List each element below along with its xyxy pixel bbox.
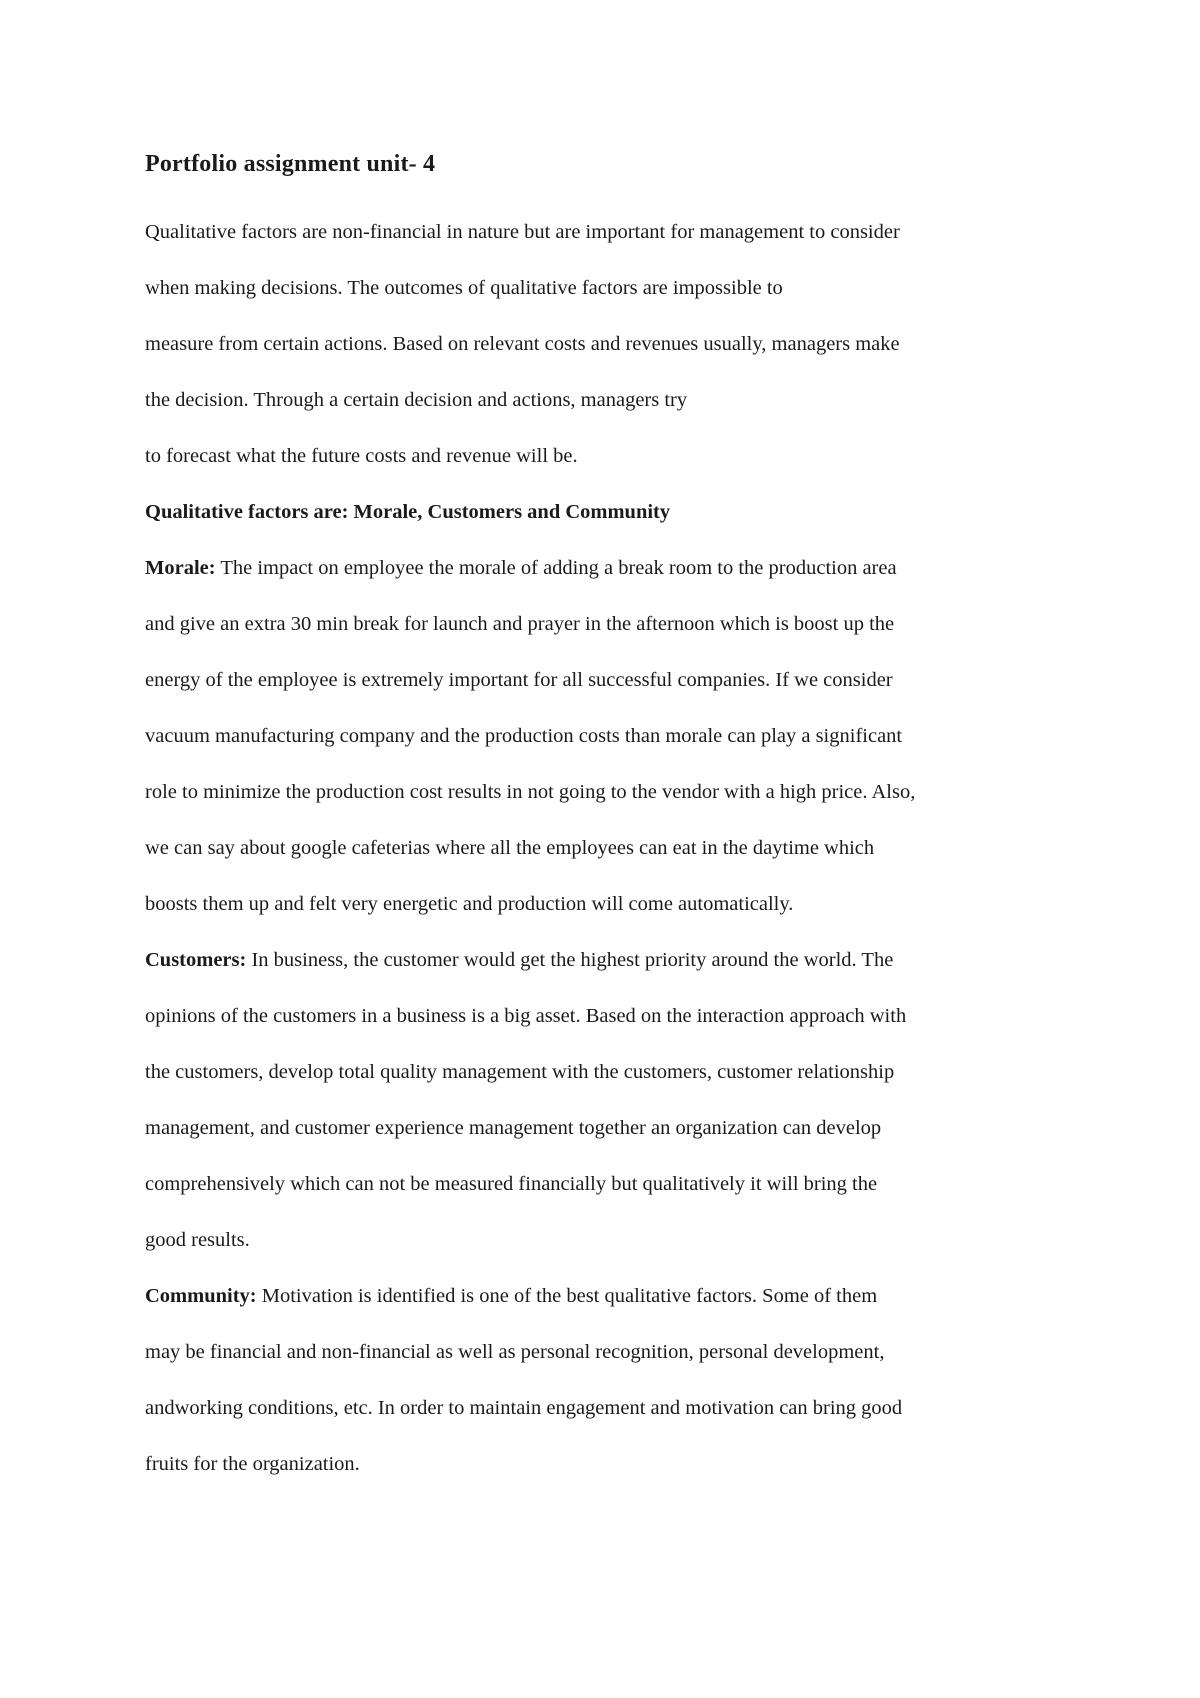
customers-line: opinions of the customers in a business is a big asset. Based on the interaction approach with [145, 1005, 907, 1027]
document-title: Portfolio assignment unit- 4 [145, 151, 436, 177]
customers-line: the customers, develop total quality management with the customers, customer relationship [145, 1061, 895, 1083]
intro-line: the decision. Through a certain decision and actions, managers try [145, 389, 688, 411]
intro-line: when making decisions. The outcomes of qualitative factors are impossible to [145, 277, 783, 299]
morale-line: energy of the employee is extremely important for all successful companies. If we consider [145, 669, 893, 691]
intro-line: to forecast what the future costs and revenue will be. [145, 445, 578, 467]
factors-heading: Qualitative factors are: Morale, Customers and Community [145, 501, 671, 523]
community-line: andworking conditions, etc. In order to maintain engagement and motivation can bring good [145, 1397, 903, 1419]
morale-line: we can say about google cafeterias where all the employees can eat in the daytime which [145, 837, 875, 859]
customers-text: In business, the customer would get the highest priority around the world. The [246, 949, 894, 971]
intro-line: measure from certain actions. Based on relevant costs and revenues usually, managers make [145, 333, 900, 355]
morale-line: vacuum manufacturing company and the production costs than morale can play a significant [145, 725, 903, 747]
morale-text: The impact on employee the morale of adding a break room to the production area [215, 557, 897, 579]
community-line: fruits for the organization. [145, 1453, 360, 1475]
customers-line: management, and customer experience management together an organization can develop [145, 1117, 882, 1139]
customers-line: comprehensively which can not be measured financially but qualitatively it will bring the [145, 1173, 878, 1195]
morale-label: Morale: [145, 557, 216, 579]
morale-line: and give an extra 30 min break for launch and prayer in the afternoon which is boost up the [145, 613, 895, 635]
customers-line: good results. [145, 1229, 250, 1251]
morale-paragraph-first-line [145, 540, 1075, 596]
customers-paragraph-first-line [145, 932, 1075, 988]
community-label: Community: [145, 1285, 257, 1307]
morale-line: boosts them up and felt very energetic and production will come automatically. [145, 893, 794, 915]
morale-line: role to minimize the production cost results in not going to the vendor with a high price. Also, [145, 781, 916, 803]
customers-label: Customers: [145, 949, 247, 971]
community-paragraph-first-line [145, 1268, 1075, 1324]
community-line: may be financial and non-financial as well as personal recognition, personal development, [145, 1341, 885, 1363]
document-body [145, 146, 1075, 1492]
community-text: Motivation is identified is one of the best qualitative factors. Some of them [256, 1285, 878, 1307]
intro-line: Qualitative factors are non-financial in nature but are important for management to consider [145, 221, 900, 243]
